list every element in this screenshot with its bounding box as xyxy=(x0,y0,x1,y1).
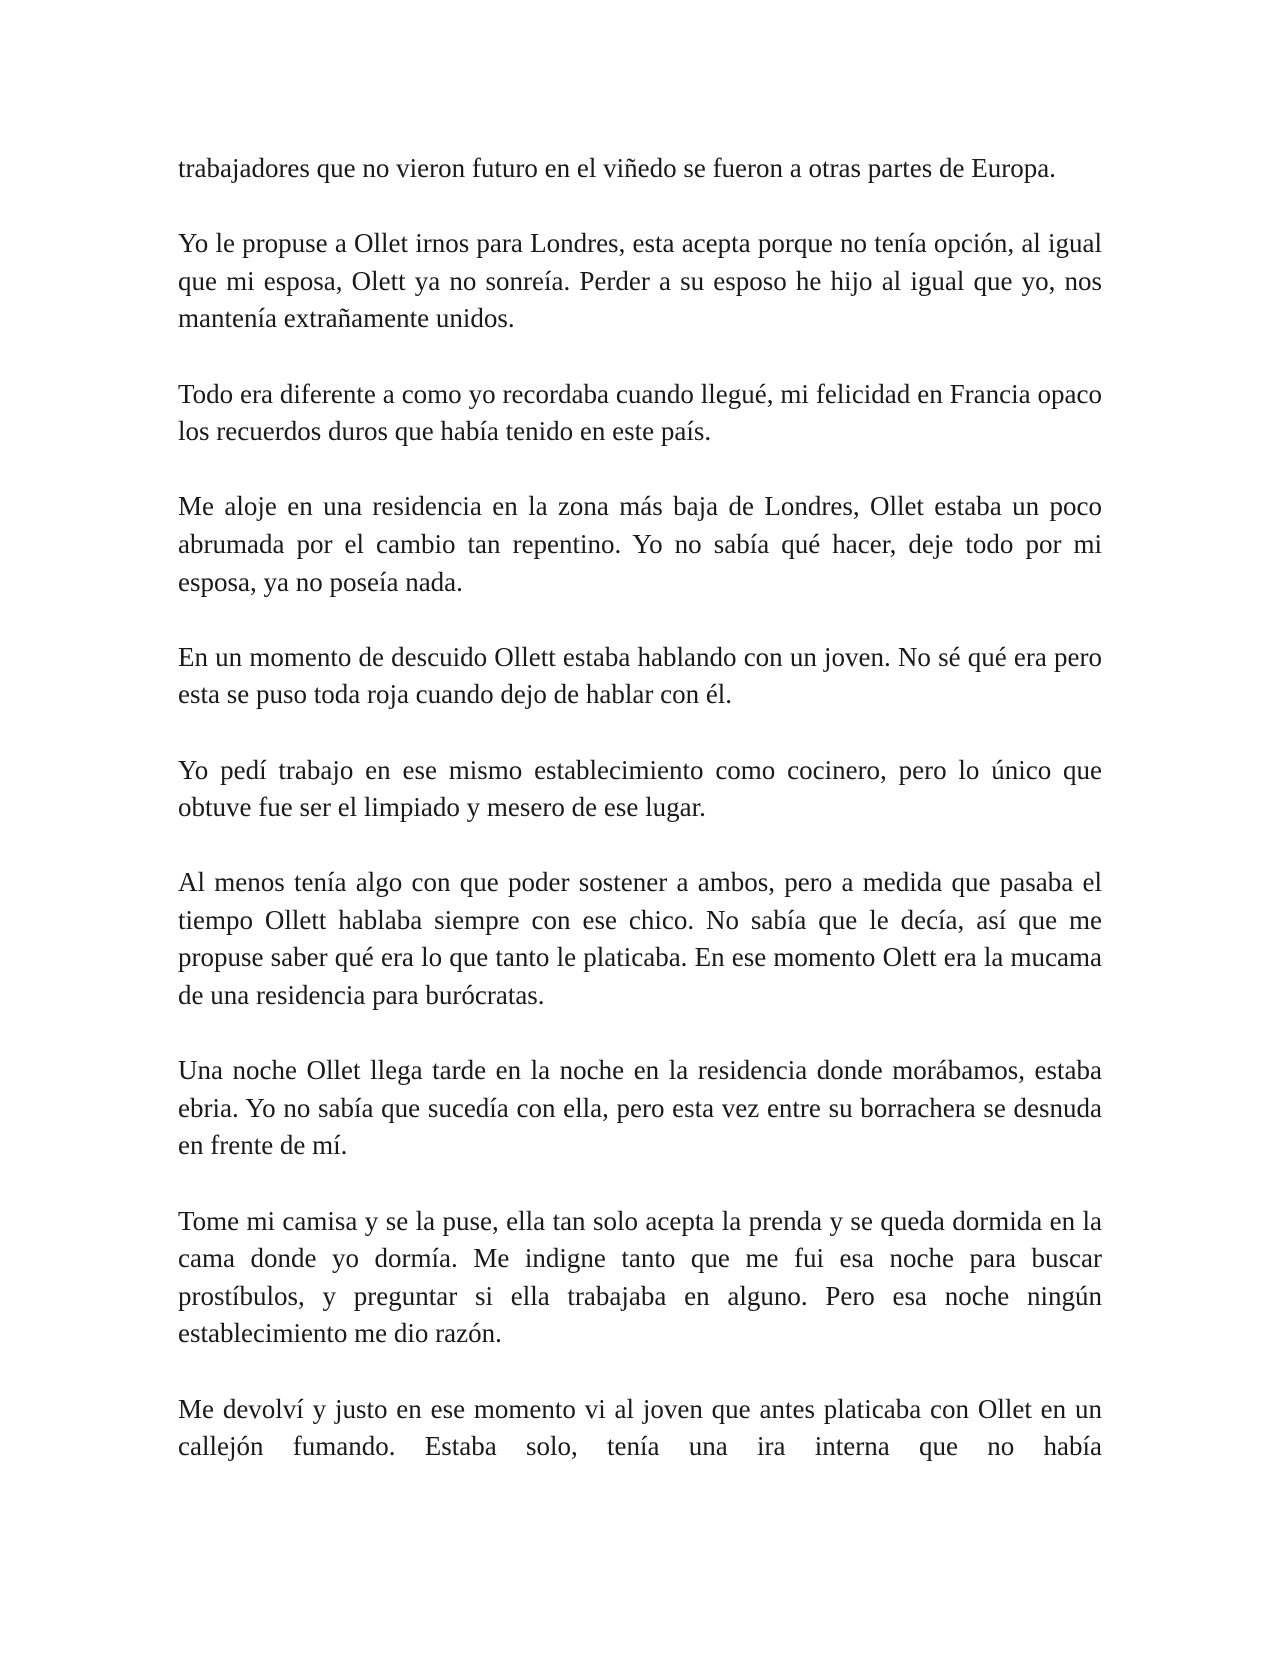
paragraph: Me devolví y justo en ese momento vi al joven que antes platicaba con Ollet en un callejón fumando. Estaba solo, tenía una ira interna que no había xyxy=(178,1393,1102,1462)
paragraph: Me aloje en una residencia en la zona más baja de Londres, Ollet estaba un poco abrumada por el cambio tan repentino. Yo no sabía qué hacer, deje todo por mi esposa, ya no poseía nada. xyxy=(178,491,1102,597)
paragraph: Una noche Ollet llega tarde en la noche en la residencia donde morábamos, estaba ebria. Yo no sabía que sucedía con ella, pero esta vez entre su borrachera se desnuda en frente de mí. xyxy=(178,1055,1102,1161)
paragraph: trabajadores que no vieron futuro en el viñedo se fueron a otras partes de Europa. xyxy=(178,153,1056,183)
paragraph: Al menos tenía algo con que poder sostener a ambos, pero a medida que pasaba el tiempo Ollett hablaba siempre con ese chico. No sabía que le decía, así que me propuse saber qué era lo que tanto le platicaba. En ese momento Olett era la mucama de una residencia para burócratas. xyxy=(178,867,1102,1011)
paragraph: Todo era diferente a como yo recordaba cuando llegué, mi felicidad en Francia opaco los recuerdos duros que había tenido en este país. xyxy=(178,378,1102,447)
paragraph: En un momento de descuido Ollett estaba hablando con un joven. No sé qué era pero esta se puso toda roja cuando dejo de hablar con él. xyxy=(178,641,1102,710)
paragraph: Yo le propuse a Ollet irnos para Londres, esta acepta porque no tenía opción, al igual que mi esposa, Olett ya no sonreía. Perder a su esposo he hijo al igual que yo, nos mantenía extrañamente unidos. xyxy=(178,228,1102,334)
paragraph: Tome mi camisa y se la puse, ella tan solo acepta la prenda y se queda dormida en la cama donde yo dormía. Me indigne tanto que me fui esa noche para buscar prostíbulos, y preguntar si ella trabajaba en alguno. Pero esa noche ningún establecimiento me dio razón. xyxy=(178,1205,1102,1349)
paragraph: Yo pedí trabajo en ese mismo establecimiento como cocinero, pero lo único que obtuve fue ser el limpiado y mesero de ese lugar. xyxy=(178,754,1102,823)
body-text xyxy=(178,150,1102,1466)
